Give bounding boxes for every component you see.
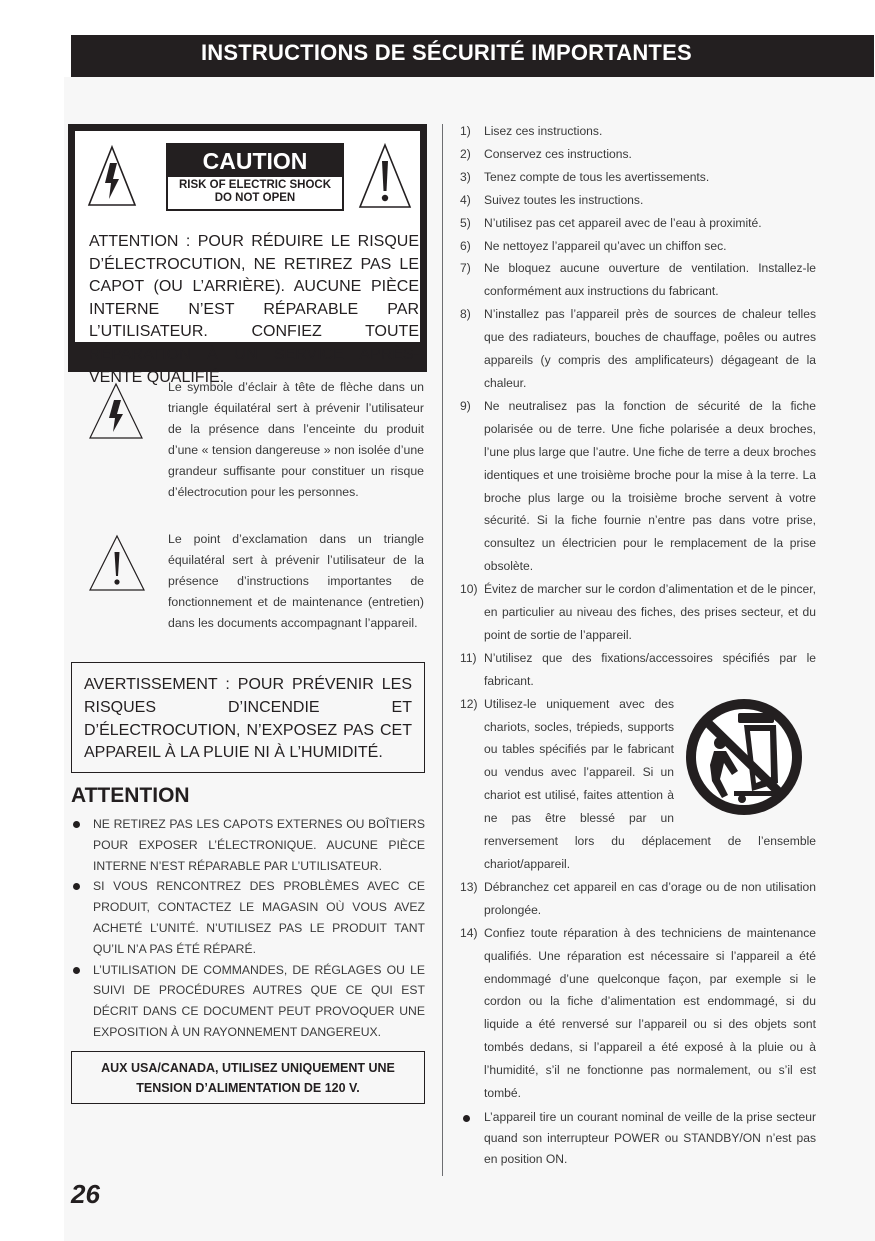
instruction-text: Conservez ces instructions.	[484, 146, 632, 161]
instruction-text: N’installez pas l’appareil près de sources de chaleur telles que des radiateurs, bouches de chauffage, poêles ou autres appareils (y compris des amplificateurs) dégageant de la chaleur.	[484, 307, 816, 390]
instruction-text: Confiez toute réparation à des techniciens de maintenance qualifiés. Une réparation est nécessaire si l’appareil a été endommagé d’une quelconque façon, par exemple si le cordon ou la fiche d’alimentation est endommagé, si du liquide a été renversé sur l’appareil ou si des objets sont tombés dedans, si l’appareil a été exposé à la pluie ou à l’humidité, s’il ne fonctionne pas normalement, ou s’il est tombé.	[484, 925, 816, 1101]
bullet-icon	[73, 967, 80, 974]
instruction-text: Suivez toutes les instructions.	[484, 192, 644, 207]
instruction-item	[460, 647, 816, 693]
instruction-text: Débranchez cet appareil en cas d’orage ou de non utilisation prolongée.	[484, 879, 816, 917]
instruction-item	[460, 143, 816, 166]
caution-label-subtitle	[168, 179, 342, 205]
instruction-number: 7)	[460, 261, 471, 276]
attention-item-text: NE RETIREZ PAS LES CAPOTS EXTERNES OU BOÎTIERS POUR EXPOSER L’ÉLECTRONIQUE. AUCUNE PIÈCE INTERNE N’EST RÉPARABLE PAR L’UTILISATEUR.	[93, 817, 425, 873]
usa-voltage-notice	[71, 1051, 425, 1104]
instruction-item	[460, 212, 816, 235]
instruction-number: 8)	[460, 307, 471, 322]
instruction-item	[460, 235, 816, 258]
instruction-text: N’utilisez que des fixations/accessoires spécifiés par le fabricant.	[484, 650, 816, 688]
instruction-text: Utilisez-le uniquement avec des chariots, socles, trépieds, supports ou tables spécifiés par le fabricant ou vendus avec l’appareil. Si un chariot est utilisé, faites attention à ne pas être blessé par un renversement lors du déplacement de l’ensemble chariot/appareil.	[484, 696, 816, 871]
instruction-item	[460, 257, 816, 303]
instruction-text: N’utilisez pas cet appareil avec de l’eau à proximité.	[484, 215, 762, 230]
exclamation-symbol-text: Le point d’exclamation dans un triangle équilatéral sert à prévenir l’utilisateur de la présence d’instructions importantes de fonctionnement et de maintenance (entretien) dans les documents accompagnant l’appareil.	[168, 532, 424, 630]
standby-note-item	[460, 1107, 816, 1169]
column-divider	[442, 124, 443, 1176]
page-number: 26	[71, 1179, 100, 1209]
avertissement-text: AVERTISSEMENT : POUR PRÉVENIR LES RISQUES D’INCENDIE ET D’ÉLECTROCUTION, N’EXPOSEZ PAS CET APPAREIL À LA PLUIE NI À L’HUMIDITÉ.	[84, 676, 412, 762]
instruction-number: 9)	[460, 398, 471, 413]
usa-notice-line1: AUX USA/CANADA, UTILISEZ UNIQUEMENT UNE	[101, 1061, 395, 1075]
instruction-text: Évitez de marcher sur le cordon d’alimentation et de le pincer, en particulier au niveau des fiches, des prises secteur, et du point de sortie de l’appareil.	[484, 582, 816, 642]
lightning-symbol-text: Le symbole d’éclair à tête de flèche dans un triangle équilatéral sert à prévenir l’utilisateur de la présence dans l’enceinte du produit d’une « tension dangereuse » non isolée d’une grandeur suffisante pour constituer un risque d’électrocution pour les personnes.	[168, 380, 424, 499]
caution-label-line2: DO NOT OPEN	[214, 192, 296, 204]
instruction-item	[460, 189, 816, 212]
attention-list	[71, 814, 425, 1043]
caution-panel	[75, 131, 420, 386]
instruction-number: 13)	[460, 879, 478, 894]
exclamation-symbol-icon	[88, 534, 146, 592]
instruction-number: 14)	[460, 925, 478, 940]
instruction-number: 1)	[460, 124, 471, 138]
page-title: INSTRUCTIONS DE SÉCURITÉ IMPORTANTES	[201, 40, 692, 65]
caution-box	[68, 124, 427, 386]
usa-notice-line2: TENSION D’ALIMENTATION DE 120 V.	[136, 1081, 360, 1095]
attention-item	[71, 814, 425, 876]
caution-label	[166, 143, 344, 211]
instruction-number: 6)	[460, 238, 471, 253]
instruction-number: 2)	[460, 146, 471, 161]
exclamation-warning-icon	[358, 143, 412, 209]
instruction-text: Ne nettoyez l’appareil qu’avec un chiffon sec.	[484, 238, 727, 253]
lightning-warning-icon	[87, 145, 137, 207]
instruction-item	[460, 693, 816, 876]
instruction-number: 12)	[460, 696, 478, 711]
instruction-text: Tenez compte de tous les avertissements.	[484, 169, 710, 184]
instruction-text: Ne neutralisez pas la fonction de sécurité de la fiche polarisée ou de terre. Une fiche polarisée a deux broches, l’une plus large que l’autre. Une fiche de terre a deux broches identiques et une troisième broche pour la mise à la terre. La broche plus large ou la troisième broche servent à votre sécurité. Si la fiche fournie n’entre pas dans votre prise, consultez un électricien pour le remplacement de la prise obsolète.	[484, 398, 816, 574]
instruction-text: Ne bloquez aucune ouverture de ventilation. Installez-le conformément aux instructions du fabricant.	[484, 261, 816, 299]
attention-item	[71, 960, 425, 1043]
instruction-item	[460, 876, 816, 922]
bullet-icon	[73, 883, 80, 890]
instruction-number: 11)	[460, 650, 477, 665]
caution-label-title: CAUTION	[168, 145, 342, 177]
bullet-icon	[73, 821, 80, 828]
caution-text: ATTENTION : POUR RÉDUIRE LE RISQUE D’ÉLECTROCUTION, NE RETIREZ PAS LE CAPOT (OU L’ARRIÈRE). AUCUNE PIÈCE INTERNE N’EST RÉPARABLE PAR L’UTILISATEUR. CONFIEZ TOUTE RÉPARATION À UN SERVICE APRÈS-VENTE QUALIFIÉ.	[89, 233, 419, 386]
instruction-number: 3)	[460, 169, 471, 184]
instruction-item	[460, 166, 816, 189]
instruction-number: 5)	[460, 215, 471, 230]
attention-item-text: SI VOUS RENCONTREZ DES PROBLÈMES AVEC CE PRODUIT, CONTACTEZ LE MAGASIN OÙ VOUS AVEZ ACHETÉ L’UNITÉ. N’UTILISEZ PAS LE PRODUIT TANT QU’IL N’A PAS ÉTÉ RÉPARÉ.	[93, 879, 425, 956]
instruction-item	[460, 303, 816, 395]
lightning-symbol-icon	[88, 382, 144, 440]
caution-label-line1: RISK OF ELECTRIC SHOCK	[178, 179, 332, 191]
cart-tipover-icon	[680, 695, 808, 819]
instruction-item	[460, 578, 816, 647]
cart-warning-illustration	[680, 695, 816, 819]
instruction-number: 4)	[460, 192, 471, 207]
instruction-number: 10)	[460, 582, 478, 597]
attention-item	[71, 876, 425, 959]
standby-note-text: L’appareil tire un courant nominal de veille de la prise secteur quand son interrupteur POWER ou STANDBY/ON n’est pas en position ON.	[484, 1109, 816, 1166]
header-bar	[71, 35, 874, 77]
instruction-item	[460, 922, 816, 1105]
bullet-icon	[463, 1115, 470, 1122]
safety-instructions-list	[460, 120, 816, 1169]
attention-heading: ATTENTION	[71, 784, 190, 807]
attention-item-text: L’UTILISATION DE COMMANDES, DE RÉGLAGES OU LE SUIVI DE PROCÉDURES AUTRES QUE CE QUI EST DÉCRIT DANS CE DOCUMENT PEUT PROVOQUER UNE EXPOSITION À UN RAYONNEMENT DANGEREUX.	[93, 962, 425, 1039]
instruction-item	[460, 395, 816, 578]
avertissement-box	[71, 662, 425, 773]
instruction-text: Lisez ces instructions.	[484, 124, 603, 138]
instruction-item	[460, 120, 816, 143]
